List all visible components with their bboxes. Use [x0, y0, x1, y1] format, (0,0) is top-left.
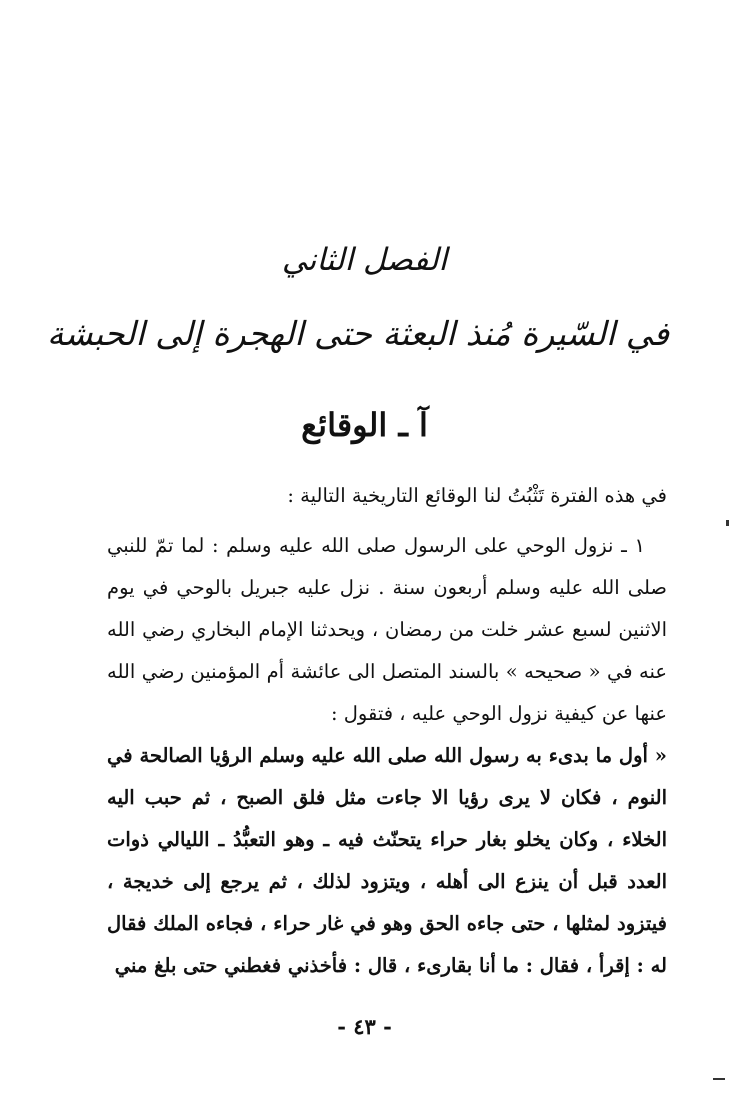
body-text: [107, 475, 667, 987]
lead-paragraph: في هذه الفترة تَثْبُتُ لنا الوقائع التاريخية التالية :: [287, 484, 667, 507]
hadith-quote: « أول ما بدىء به رسول الله صلى الله عليه وسلم الرؤيا الصالحة في النوم ، فكان لا يرى رؤيا الا جاءت مثل فلق الصبح ، ثم حبب اليه الخلاء ، وكان يخلو بغار حراء يتحنّث فيه ـ وهو التعبُّدُ ـ الليالي ذوات العدد قبل أن ينزع الى أهله ، ويتزود لذلك ، ثم يرجع إلى خديجة ، فيتزود لمثلها ، حتى جاءه الحق وهو في غار حراء ، فجاءه الملك فقال له : إقرأ ، فقال : ما أنا بقارىء ، قال : فأخذني فغطني حتى بلغ مني: [107, 744, 667, 977]
section-title: آ ـ الوقائع: [301, 406, 428, 444]
paragraph-revelation: ١ ـ نزول الوحي على الرسول صلى الله عليه وسلم : لما تمّ للنبي صلى الله عليه وسلم أربعون سنة . نزل عليه جبريل بالوحي في يوم الاثنين لسبع عشر خلت من رمضان ، ويحدثنا الإمام البخاري رضي الله عنه في « صحيحه » بالسند المتصل الى عائشة أم المؤمنين رضي الله عنها عن كيفية نزول الوحي عليه ، فتقول :: [107, 534, 667, 725]
chapter-subtitle: في السّيرة مُنذ البعثة حتى الهجرة إلى الحبشة: [47, 314, 669, 353]
scan-edge-mark-bottom: [713, 1078, 725, 1080]
chapter-title: الفصل الثاني: [281, 242, 448, 278]
page-number: - ٤٣ -: [337, 1014, 392, 1039]
